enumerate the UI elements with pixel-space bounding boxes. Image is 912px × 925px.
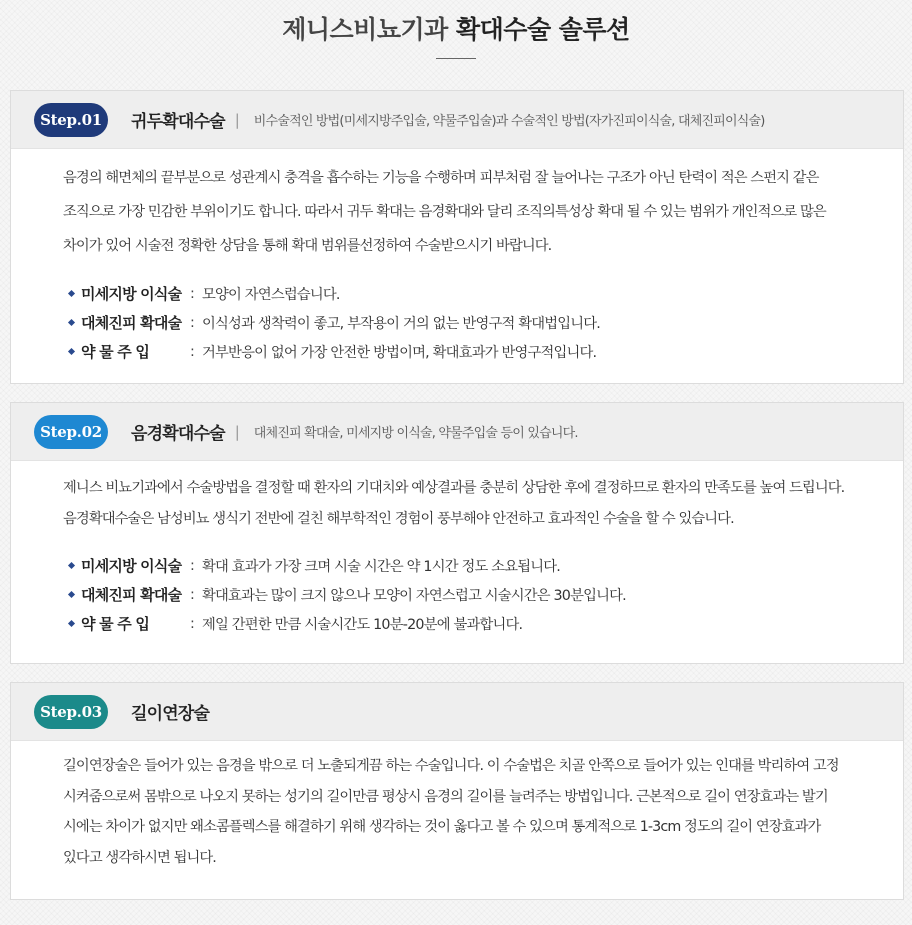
step-03-header <box>11 683 903 741</box>
method-description: 이식성과 생착력이 좋고, 부작용이 거의 없는 반영구적 확대법입니다. <box>202 315 601 332</box>
step-02-title: 음경확대수술 <box>131 424 225 444</box>
step-03-title: 길이연장술 <box>131 704 210 724</box>
list-item <box>63 337 863 366</box>
page-title-bold: 확대수술 솔루션 <box>456 15 630 44</box>
step-01-paragraph-line: 차이가 있어 시술전 정확한 상담을 통해 확대 범위를선정하여 수술받으시기 바랍니다. <box>63 238 552 254</box>
step-02-section <box>10 402 904 664</box>
method-label: 미세지방 이식술 <box>81 557 182 575</box>
list-item <box>63 609 863 638</box>
step-02-method-list <box>63 551 863 638</box>
list-item <box>63 279 863 308</box>
diamond-bullet-icon <box>61 621 81 626</box>
step-01-body <box>11 149 903 366</box>
label-colon: : <box>190 586 195 603</box>
title-divider <box>436 58 476 59</box>
method-description: 모양이 자연스럽습니다. <box>202 286 340 303</box>
diamond-bullet-icon <box>61 563 81 568</box>
method-description: 거부반응이 없어 가장 안전한 방법이며, 확대효과가 반영구적입니다. <box>202 344 597 361</box>
step-03-paragraph-line: 시에는 차이가 없지만 왜소콤플렉스를 해결하기 위해 생각하는 것이 옳다고 볼 수 있으며 통계적으로 1-3cm 정도의 길이 연장효과가 <box>63 819 821 835</box>
method-description: 확대효과는 많이 크지 않으나 모양이 자연스럽고 시술시간은 30분입니다. <box>202 587 626 604</box>
step-01-paragraph-line: 조직으로 가장 민감한 부위이기도 합니다. 따라서 귀두 확대는 음경확대와 달리 조직의특성상 확대 될 수 있는 범위가 개인적으로 많은 <box>63 204 826 220</box>
list-item <box>63 308 863 337</box>
method-label: 미세지방 이식술 <box>81 285 182 303</box>
step-01-section <box>10 90 904 384</box>
diamond-bullet-icon <box>61 320 81 325</box>
label-colon: : <box>190 343 195 360</box>
step-03-badge: Step.03 <box>34 695 108 729</box>
step-02-badge: Step.02 <box>34 415 108 449</box>
step-03-body <box>11 741 903 873</box>
step-03-paragraph-line: 있다고 생각하시면 됩니다. <box>63 849 216 866</box>
step-02-paragraph-line: 제니스 비뇨기과에서 수술방법을 결정할 때 환자의 기대치와 예상결과를 충분히 상담한 후에 결정하므로 환자의 만족도를 높여 드립니다. <box>63 480 845 496</box>
step-02-subtitle: 대체진피 확대술, 미세지방 이식술, 약물주입술 등이 있습니다. <box>253 426 578 441</box>
step-03-paragraph-line: 길이연장술은 들어가 있는 음경을 밖으로 더 노출되게끔 하는 수술입니다. 이 수술법은 치골 안쪽으로 들어가 있는 인대를 박리하여 고정 <box>63 758 839 774</box>
method-label: 대체진피 확대술 <box>81 314 182 332</box>
step-02-paragraph-line: 음경확대수술은 남성비뇨 생식기 전반에 걸친 해부학적인 경험이 풍부해야 안전하고 효과적인 수술을 할 수 있습니다. <box>63 511 734 527</box>
method-label: 약 물 주 입 <box>81 343 150 361</box>
label-colon: : <box>190 314 195 331</box>
header-separator: | <box>234 110 240 129</box>
step-01-badge: Step.01 <box>34 103 108 137</box>
method-description: 확대 효과가 가장 크며 시술 시간은 약 1시간 정도 소요됩니다. <box>202 558 561 575</box>
label-colon: : <box>190 615 195 632</box>
list-item <box>63 551 863 580</box>
diamond-bullet-icon <box>61 592 81 597</box>
list-item <box>63 580 863 609</box>
diamond-bullet-icon <box>61 349 81 354</box>
method-label: 대체진피 확대술 <box>81 586 182 604</box>
label-colon: : <box>190 285 195 302</box>
step-02-body <box>11 461 903 638</box>
step-01-title: 귀두확대수술 <box>131 112 225 132</box>
step-03-paragraph-line: 시켜줌으로써 몸밖으로 나오지 못하는 성기의 길이만큼 평상시 음경의 길이를 늘려주는 방법입니다. 근본적으로 길이 연장효과는 발기 <box>63 788 828 805</box>
page-title-normal: 제니스비뇨기과 <box>282 15 456 44</box>
diamond-bullet-icon <box>61 291 81 296</box>
step-01-header <box>11 91 903 149</box>
header-separator: | <box>234 422 240 441</box>
step-02-header <box>11 403 903 461</box>
step-01-subtitle: 비수술적인 방법(미세지방주입술, 약물주입술)과 수술적인 방법(자가진피이식술, 대체진피이식술) <box>253 114 765 129</box>
step-03-section <box>10 682 904 900</box>
page-title <box>0 10 912 46</box>
step-01-paragraph-line: 음경의 해면체의 끝부분으로 성관계시 충격을 흡수하는 기능을 수행하며 피부처럼 잘 늘어나는 구조가 아닌 탄력이 적은 스펀지 같은 <box>63 170 819 186</box>
method-label: 약 물 주 입 <box>81 615 150 633</box>
step-01-method-list <box>63 279 863 366</box>
label-colon: : <box>190 557 195 574</box>
method-description: 제일 간편한 만큼 시술시간도 10분-20분에 불과합니다. <box>202 616 523 633</box>
